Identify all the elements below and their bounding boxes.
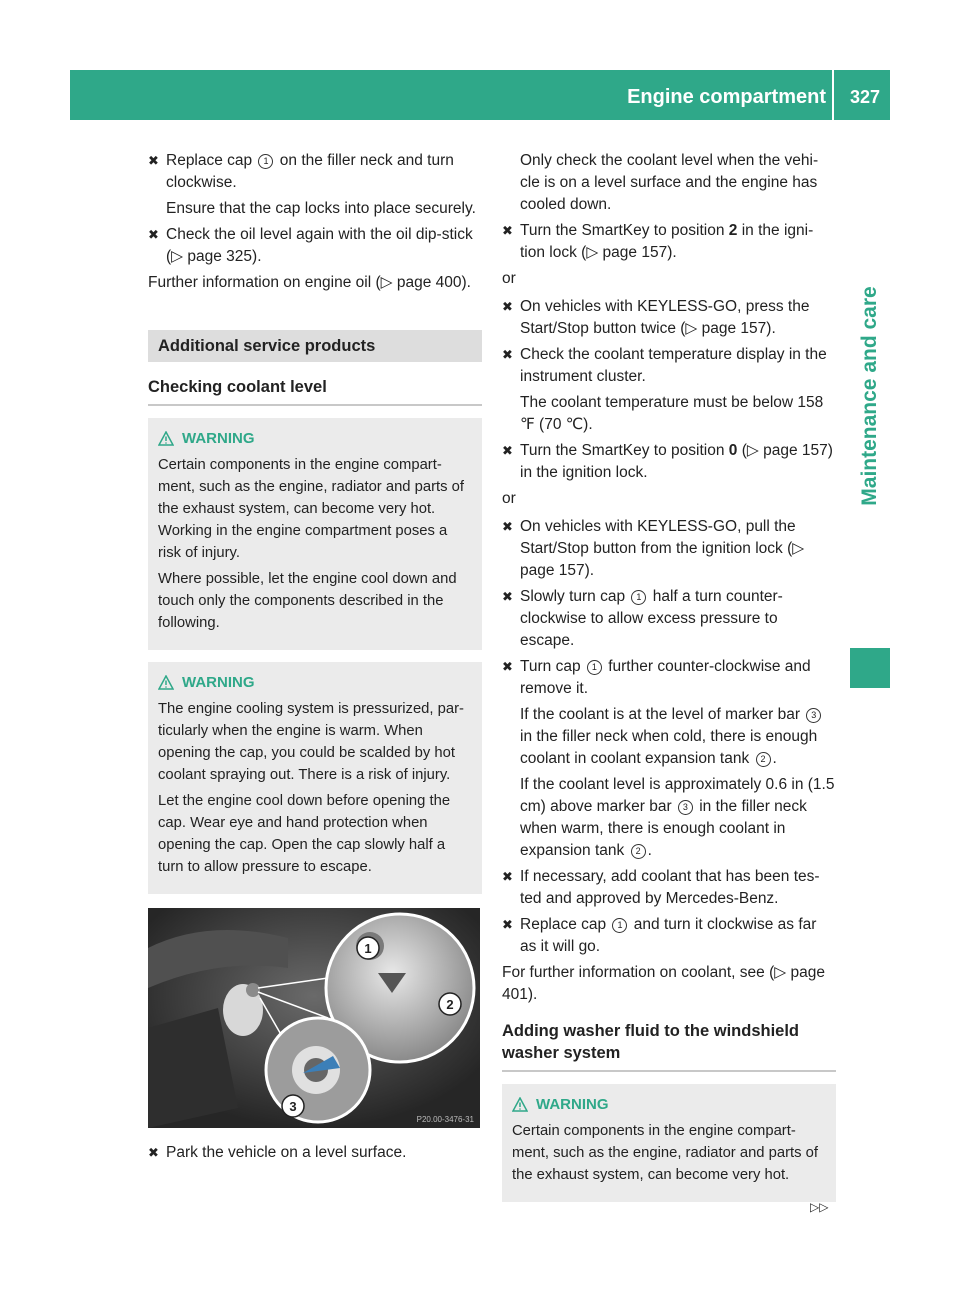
- step-note: The coolant temperature must be below 158 ℉ (70 ℃).: [520, 394, 824, 433]
- step-arrow-icon: ✖: [502, 519, 513, 534]
- callout-marker: 1: [587, 660, 602, 675]
- step-arrow-icon: ✖: [148, 1145, 159, 1160]
- step-arrow-icon: ✖: [502, 659, 513, 674]
- warning-triangle-icon: [158, 675, 174, 690]
- intro-text: Only check the coolant level when the vehi-cle is on a level surface and the engine has cooled down.: [520, 152, 819, 213]
- warning-title: WARNING: [512, 1094, 828, 1116]
- warning-title: WARNING: [158, 672, 474, 694]
- engine-photo-illustration: [148, 908, 480, 1128]
- section-heading: Adding washer fluid to the windshield washer system: [502, 1020, 836, 1072]
- warning-title: WARNING: [158, 428, 474, 450]
- side-tab-marker: [850, 648, 890, 688]
- step-turn-smartkey-0: ✖ Turn the SmartKey to position 0 (▷ page 157) in the ignition lock.: [502, 442, 833, 481]
- left-column: [148, 150, 482, 1168]
- step-keyless-press: ✖ On vehicles with KEYLESS-GO, press the Start/Stop button twice (▷ page 157).: [502, 298, 810, 337]
- warning-text: Let the engine cool down before opening the cap. Wear eye and hand protection when opening the cap. Open the cap slowly half a turn to allow pressure to escape.: [158, 793, 451, 875]
- further-info-text: For further information on coolant, see (▷ page 401).: [502, 964, 825, 1003]
- step-arrow-icon: ✖: [148, 227, 159, 242]
- step-arrow-icon: ✖: [502, 443, 513, 458]
- warning-box: [148, 418, 482, 650]
- header-bar: [70, 70, 890, 120]
- step-arrow-icon: ✖: [502, 589, 513, 604]
- warning-text: Certain components in the engine compart-ment, such as the engine, radiator and parts of the exhaust system, can become very hot. Working in the engine compartment poses a risk of injury.: [158, 457, 464, 561]
- step-keyless-pull: ✖ On vehicles with KEYLESS-GO, pull the Start/Stop button from the ignition lock (▷ page 157).: [502, 518, 805, 579]
- header-title: Engine compartment: [627, 86, 826, 108]
- callout-marker: 1: [258, 154, 273, 169]
- warning-box: [502, 1084, 836, 1202]
- sub-heading: Additional service products: [148, 330, 482, 362]
- warning-box: [148, 662, 482, 894]
- step-arrow-icon: ✖: [502, 869, 513, 884]
- or-text: or: [502, 490, 516, 507]
- right-column: [502, 150, 836, 1214]
- step-add-coolant: ✖ If necessary, add coolant that has been tes-ted and approved by Mercedes-Benz.: [502, 868, 820, 907]
- or-text: or: [502, 270, 516, 287]
- figure-callout: 2: [446, 997, 454, 1012]
- step-replace-cap-right: ✖ Replace cap 1 and turn it clockwise as far as it will go.: [502, 916, 817, 955]
- figure-callout: 3: [289, 1099, 297, 1114]
- step-note: If the coolant level is approximately 0.6 in (1.5 cm) above marker bar 3 in the filler neck when warm, there is enough coolant in expansion tank 2 .: [520, 776, 835, 859]
- step-slowly-turn-cap: ✖ Slowly turn cap 1 half a turn counter-clockwise to allow excess pressure to escape.: [502, 588, 783, 649]
- section-heading: Checking coolant level: [148, 376, 482, 406]
- step-replace-cap: ✖ Replace cap 1 on the filler neck and turn clockwise.: [148, 152, 454, 191]
- step-arrow-icon: ✖: [502, 347, 513, 362]
- step-arrow-icon: ✖: [502, 223, 513, 238]
- step-turn-smartkey-2: ✖ Turn the SmartKey to position 2 in the igni-tion lock (▷ page 157).: [502, 222, 814, 261]
- step-note: Ensure that the cap locks into place securely.: [166, 200, 476, 217]
- callout-marker: 3: [678, 800, 693, 815]
- step-arrow-icon: ✖: [502, 917, 513, 932]
- step-check-temperature: ✖ Check the coolant temperature display in the instrument cluster.: [502, 346, 827, 385]
- page-number: 327: [849, 87, 880, 107]
- step-park: ✖ Park the vehicle on a level surface.: [148, 1142, 482, 1164]
- header-separator: [832, 70, 834, 120]
- warning-triangle-icon: [512, 1097, 528, 1112]
- callout-marker: 1: [612, 918, 627, 933]
- warning-text: The engine cooling system is pressurized, par-ticularly when the engine is warm. When opening the cap, you could be scalded by hot coolant spraying out. There is a risk of injury.: [158, 701, 464, 783]
- warning-text: Certain components in the engine compart-ment, such as the engine, radiator and parts of the exhaust system, can become very hot.: [512, 1123, 818, 1183]
- callout-marker: 2: [631, 844, 646, 859]
- warning-triangle-icon: [158, 431, 174, 446]
- warning-text: Where possible, let the engine cool down and touch only the components described in the following.: [158, 571, 457, 631]
- callout-marker: 2: [756, 752, 771, 767]
- coolant-tank-figure: [148, 908, 480, 1128]
- step-note: If the coolant is at the level of marker bar 3 in the filler neck when cold, there is enough coolant in coolant expansion tank 2 .: [502, 704, 836, 770]
- step-arrow-icon: ✖: [148, 153, 159, 168]
- side-tab-label: Maintenance and care: [858, 286, 881, 506]
- figure-code: P20.00-3476-31: [416, 1115, 474, 1124]
- step-arrow-icon: ✖: [502, 299, 513, 314]
- continue-marker: ▷▷: [810, 1200, 829, 1214]
- step-check-oil: ✖ Check the oil level again with the oil dip-stick (▷ page 325).: [148, 226, 473, 265]
- info-text: Further information on engine oil (▷ page 400).: [148, 274, 471, 291]
- figure-callout: 1: [364, 941, 372, 956]
- step-remove-cap: ✖ Turn cap 1 further counter-clockwise and remove it.: [502, 658, 811, 697]
- callout-marker: 3: [806, 708, 821, 723]
- callout-marker: 1: [631, 590, 646, 605]
